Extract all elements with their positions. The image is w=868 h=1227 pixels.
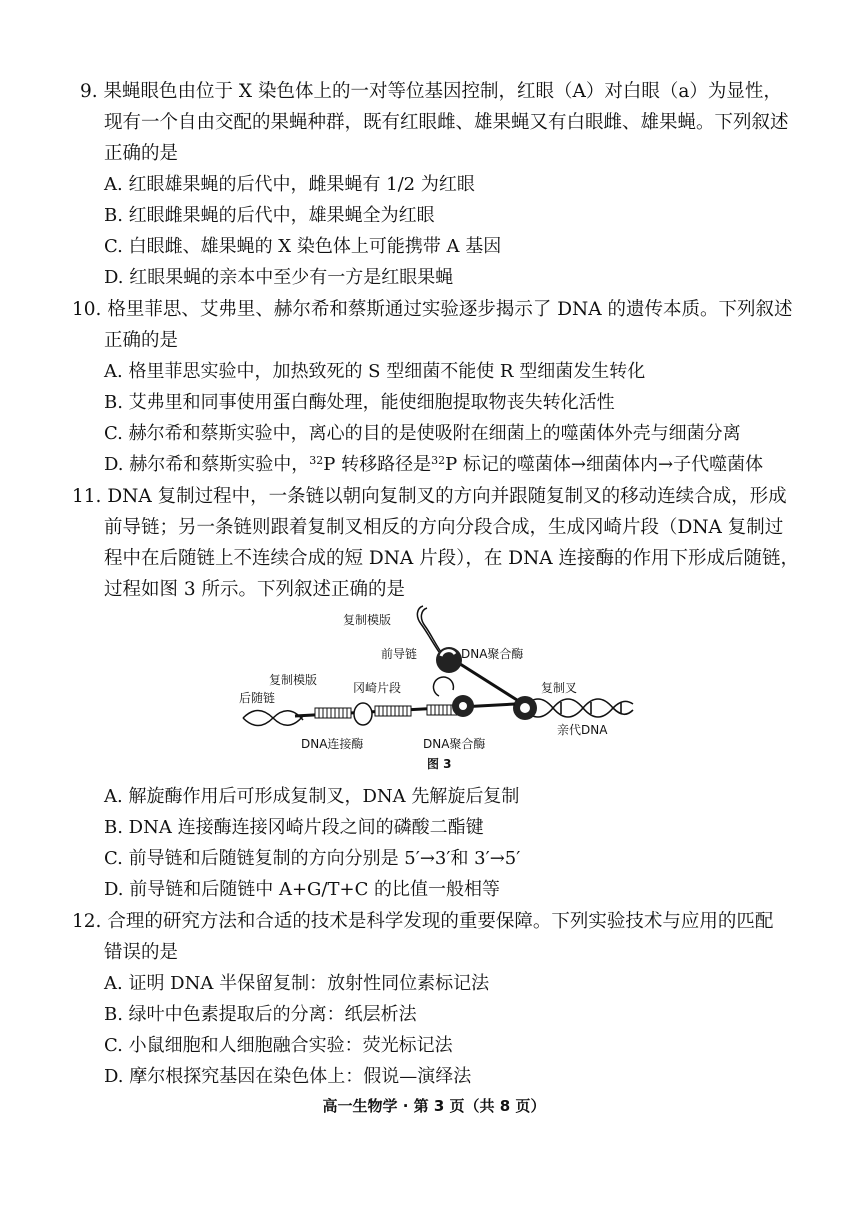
option-d: D. 赫尔希和蔡斯实验中，$^{32}$P 转移路径是$^{32}$P 标记的噬菌体→细菌体内→子代噬菌体: [104, 454, 764, 475]
question-number: 11.: [72, 486, 102, 507]
question-number: 9.: [80, 81, 98, 102]
option-c: C. 赫尔希和蔡斯实验中，离心的目的是使吸附在细菌上的噬菌体外壳与细菌分离: [104, 423, 741, 444]
dna-ligase-icon: [354, 703, 372, 725]
label-lagging: 后随链: [239, 691, 276, 705]
okazaki-fragments: [315, 705, 457, 718]
question-stem-line: 10. 格里菲思、艾弗里、赫尔希和蔡斯通过实验逐步揭示了 DNA 的遗传本质。下列叙述: [72, 294, 792, 325]
option-b: B. 绿叶中色素提取后的分离：纸层析法: [104, 1004, 417, 1025]
option-b: B. 艾弗里和同事使用蛋白酶处理，能使细胞提取物丧失转化活性: [104, 392, 615, 413]
question-11-options: [72, 781, 792, 905]
label-polymerase-top: DNA聚合酶: [461, 647, 524, 661]
label-parent-dna: 亲代DNA: [557, 723, 608, 737]
label-leading-strand: 前导链: [381, 647, 418, 661]
label-template-left: 复制模版: [269, 673, 318, 687]
question-9: [80, 76, 800, 293]
option-b: B. 红眼雌果蝇的后代中，雄果蝇全为红眼: [104, 205, 435, 226]
label-template-top: 复制模版: [343, 613, 392, 627]
figure-caption: 图 3: [427, 757, 452, 771]
question-stem-line: 9. 果蝇眼色由位于 X 染色体上的一对等位基因控制，红眼（A）对白眼（a）为显性，: [80, 76, 800, 107]
dna-replication-figure: [235, 604, 635, 774]
option-a: A. 证明 DNA 半保留复制：放射性同位素标记法: [104, 973, 490, 994]
label-fork: 复制叉: [541, 681, 578, 695]
label-okazaki: 冈崎片段: [353, 681, 402, 695]
question-stem-line: 正确的是: [104, 330, 179, 351]
question-10: [72, 294, 792, 480]
option-c: C. 前导链和后随链复制的方向分别是 5′→3′和 3′→5′: [104, 848, 521, 869]
question-stem-line: 正确的是: [104, 143, 179, 164]
question-11: [72, 481, 800, 605]
question-stem-line: 12. 合理的研究方法和合适的技术是科学发现的重要保障。下列实验技术与应用的匹配: [72, 906, 792, 937]
question-stem-line: 现有一个自由交配的果蝇种群，既有红眼雌、雄果蝇又有白眼雌、雄果蝇。下列叙述: [104, 112, 789, 133]
question-number: 10.: [72, 299, 102, 320]
option-a: A. 红眼雄果蝇的后代中，雌果蝇有 1/2 为红眼: [104, 174, 475, 195]
leading-strand: [457, 662, 517, 700]
page-footer: 高一生物学 · 第 3 页（共 8 页）: [322, 1097, 546, 1115]
option-c: C. 白眼雌、雄果蝇的 X 染色体上可能携带 A 基因: [104, 236, 502, 257]
option-a: A. 格里菲思实验中，加热致死的 S 型细菌不能使 R 型细菌发生转化: [104, 361, 646, 382]
question-stem-line: 错误的是: [104, 942, 179, 963]
question-stem-line: 前导链；另一条链则跟着复制叉相反的方向分段合成，生成冈崎片段（DNA 复制过: [104, 517, 784, 538]
option-d: D. 前导链和后随链中 A+G/T+C 的比值一般相等: [104, 879, 501, 900]
label-polymerase-bottom: DNA聚合酶: [423, 737, 486, 751]
question-12: [72, 906, 792, 1092]
label-ligase: DNA连接酶: [301, 737, 364, 751]
option-d: D. 红眼果蝇的亲本中至少有一方是红眼果蝇: [104, 267, 454, 288]
question-stem-line: 11. DNA 复制过程中，一条链以朝向复制叉的方向并跟随复制叉的移动连续合成，形成: [72, 481, 792, 512]
option-b: B. DNA 连接酶连接冈崎片段之间的磷酸二酯键: [104, 817, 484, 838]
option-a: A. 解旋酶作用后可形成复制叉，DNA 先解旋后复制: [104, 786, 520, 807]
parent-dna-helix: [523, 699, 633, 717]
question-number: 12.: [72, 911, 102, 932]
option-d: D. 摩尔根探究基因在染色体上：假说—演绎法: [104, 1066, 472, 1087]
question-stem-line: 过程如图 3 所示。下列叙述正确的是: [104, 579, 406, 600]
question-stem-line: 程中在后随链上不连续合成的短 DNA 片段），在 DNA 连接酶的作用下形成后随链，: [104, 548, 800, 569]
option-c: C. 小鼠细胞和人细胞融合实验：荧光标记法: [104, 1035, 453, 1056]
